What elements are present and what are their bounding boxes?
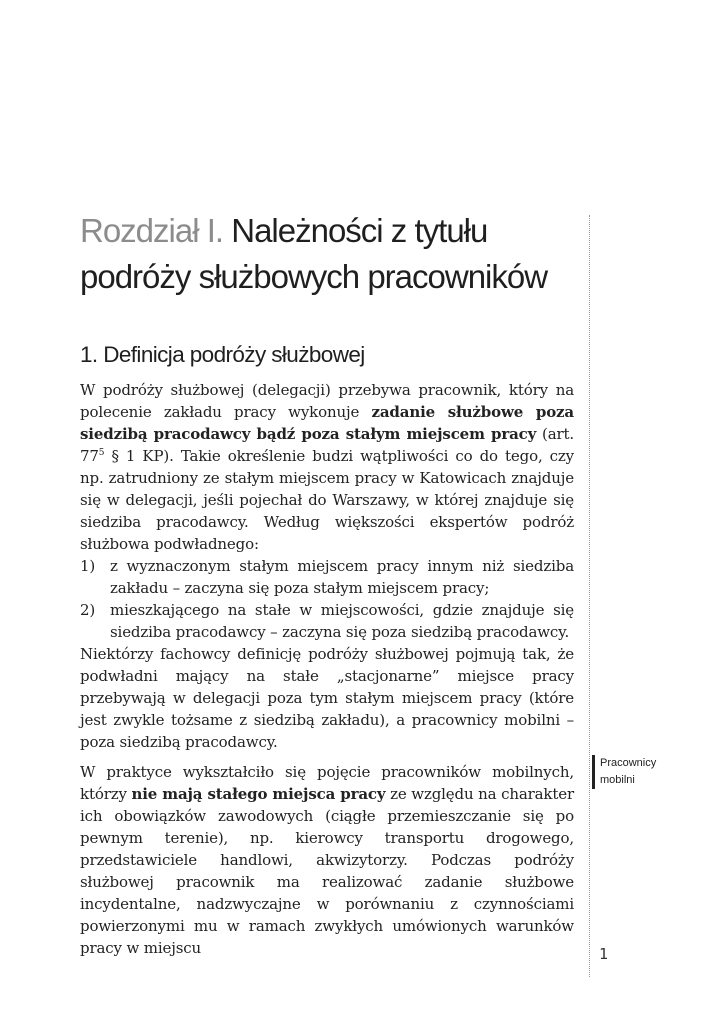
paragraph-2: Niektórzy fachowcy definicję podróży służbowej pojmują tak, że podwładni mający na stałe „stacjonarne” miejsce pracy przebywają w delegacji poza tym stałym miejscem pracy (które jest zwykle tożsame z siedzibą zakładu), a pracownicy mobilni – poza siedzibą pracodawcy. <box>80 645 574 751</box>
paragraph-3-bold: nie mają stałego miejsca pracy <box>131 785 386 803</box>
list-item-text: z wyznaczonym stałym miejscem pracy innym niż siedziba zakładu – zaczyna się poza stałym miejscem pracy; <box>110 557 574 597</box>
paragraph-1-bold: zadanie służbowe poza siedzibą pracodawcy bądź poza stałym miejscem pracy <box>80 403 574 443</box>
list-item-number: 2) <box>80 601 96 619</box>
paragraph-3-text-b: ze względu na charakter ich obowiązków zawodowych (ciągłe przemieszczanie się po pewnym terenie), np. kierowcy transportu drogowego, przedstawiciele handlowi, akwizytorzy. Podczas podróży służbowej pracownik ma realizować zadanie służbowe incydentalne, nadzwyczajne w porównaniu z czynnościami powierzonymi mu w ramach zwykłych umówionych warunków pracy w miejscu <box>80 785 574 957</box>
list-item-number: 1) <box>80 557 96 575</box>
numbered-list <box>80 555 574 643</box>
margin-note-line2: mobilni <box>600 774 635 786</box>
margin-note <box>592 755 656 789</box>
section-heading: 1. Definicja podróży służbowej <box>80 342 365 367</box>
margin-note-line1: Pracownicy <box>600 757 657 769</box>
margin-divider <box>589 215 590 977</box>
list-item-text: mieszkającego na stałe w miejscowości, gdzie znajduje się siedziba pracodawcy – zaczyna się poza siedzibą pracodawcy. <box>110 601 574 641</box>
paragraph-3 <box>80 761 574 959</box>
paragraph-1-text-b: (art. 77 <box>80 425 575 465</box>
paragraph-1-text-c: § 1 KP). Takie określenie budzi wątpliwości co do tego, czy np. zatrudniony ze stałym miejscem pracy w Katowicach znajduje się w delegacji, jeśli pojechał do Warszawy, w której znajduje się siedziba pracodawcy. Według większości ekspertów podróż służbowa podwładnego: <box>80 447 574 553</box>
paragraph-3-text-a: W praktyce wykształciło się pojęcie pracowników mobilnych, którzy <box>80 763 574 803</box>
page-number: 1 <box>599 945 609 963</box>
chapter-prefix: Rozdział I. <box>80 212 224 249</box>
chapter-title-line1: Należności z tytułu <box>231 212 488 249</box>
list-item <box>80 555 574 599</box>
body-text <box>80 379 574 959</box>
paragraph-1-text-a: W podróży służbowej (delegacji) przebywa pracownik, który na polecenie zakładu pracy wykonuje <box>80 381 574 421</box>
paragraph-1 <box>80 379 574 555</box>
chapter-title-line2: podróży służbowych pracowników <box>80 258 548 295</box>
article-superscript: 5 <box>98 448 105 458</box>
chapter-title <box>80 208 580 300</box>
list-item <box>80 599 574 643</box>
